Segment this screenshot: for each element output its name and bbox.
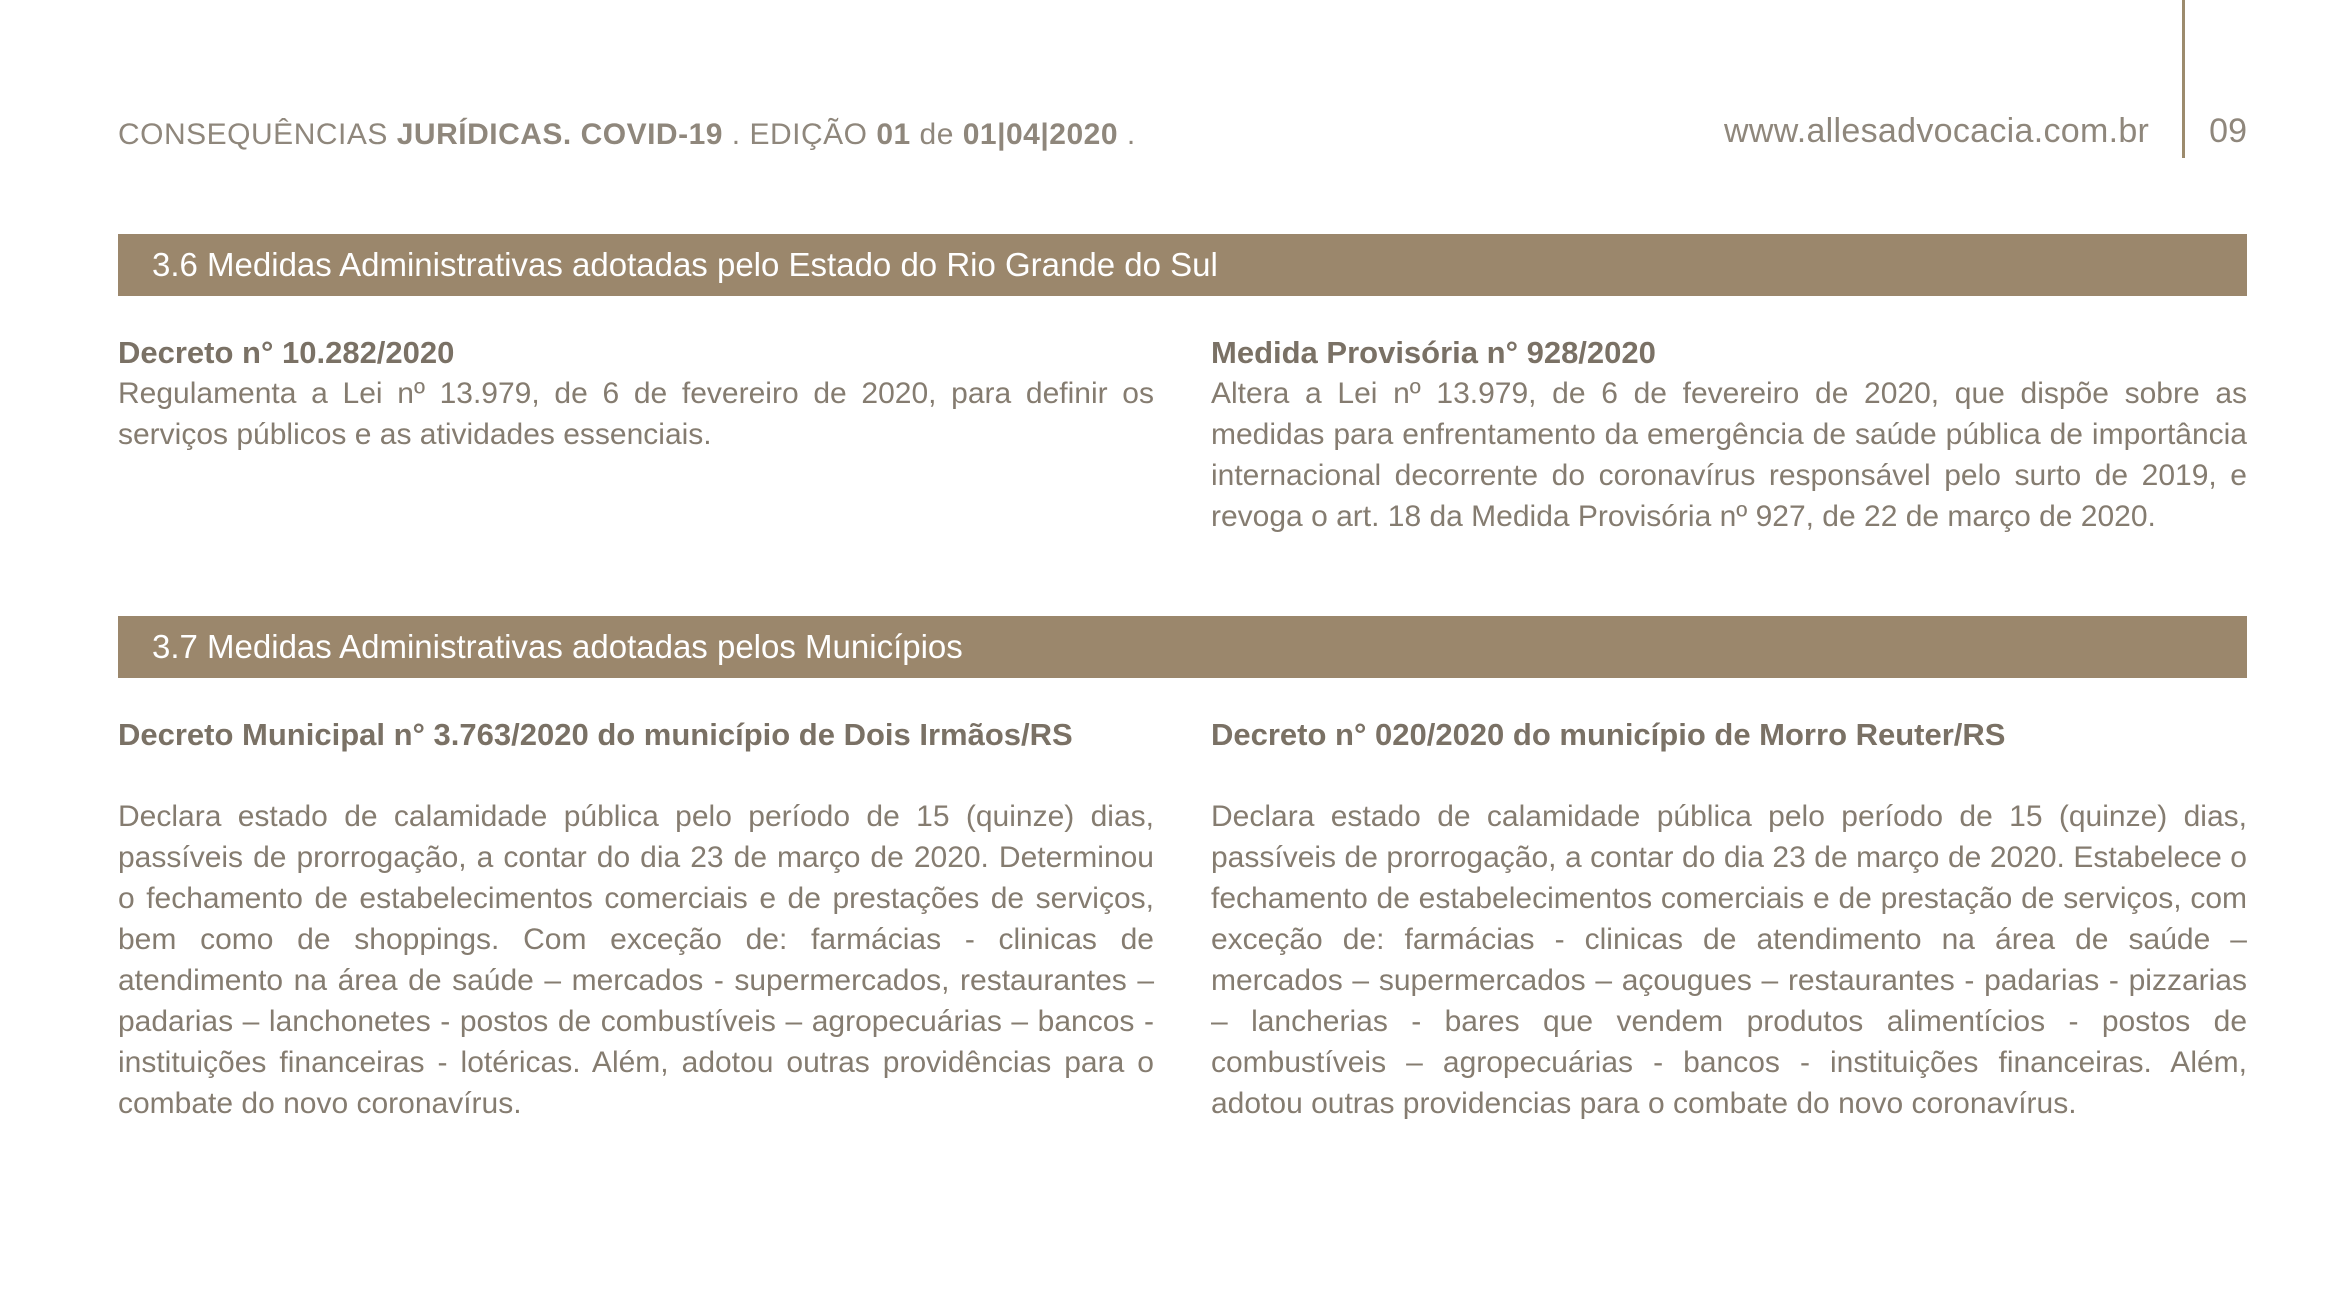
page-header xyxy=(118,112,2247,158)
decree-title: Decreto n° 10.282/2020 xyxy=(118,335,455,370)
section-heading-3-7: 3.7 Medidas Administrativas adotadas pelos Municípios xyxy=(118,616,2247,678)
section-3-6-right-column xyxy=(1211,332,2247,537)
pub-part-6: 01|04|2020 xyxy=(962,118,1118,151)
provisional-measure-title: Medida Provisória n° 928/2020 xyxy=(1211,335,1656,370)
section-heading-3-6: 3.6 Medidas Administrativas adotadas pelo Estado do Rio Grande do Sul xyxy=(118,234,2247,296)
pub-part-3: . EDIÇÃO xyxy=(722,118,877,151)
morro-reuter-decree-body: Declara estado de calamidade pública pelo período de 15 (quinze) dias, passíveis de prorrogação, a contar do dia 23 de março de 2020. Estabelece o fechamento de estabelecimentos comerciais e de prestação de serviços, com exceção de: farmácias - clinicas de atendimento na área de saúde – mercados – supermercados – açougues – restaurantes - padarias - pizzarias – lancherias - bares que vendem produtos alimentícios - postos de combustíveis – agropecuárias - bancos - instituições financeiras. Além, adotou outras providencias para o combate do novo coronavírus. xyxy=(1211,800,2247,1120)
pub-part-2: JURÍDICAS. COVID-19 xyxy=(396,118,723,151)
pub-part-7: . xyxy=(1118,118,1136,151)
section-3-7-right-column xyxy=(1211,714,2247,1124)
pub-part-5: de xyxy=(910,118,963,151)
municipal-decree-body: Declara estado de calamidade pública pelo período de 15 (quinze) dias, passíveis de prorrogação, a contar do dia 23 de março de 2020. Determinou o fechamento de estabelecimentos comerciais e de prestações de serviços, bem como de shoppings. Com exceção de: farmácias - clinicas de atendimento na área de saúde – mercados - supermercados, restaurantes – padarias – lanchonetes - postos de combustíveis – agropecuárias – bancos - instituições financeiras - lotéricas. Além, adotou outras providências para o combate do novo coronavírus. xyxy=(118,800,1154,1120)
header-divider-line xyxy=(2182,0,2185,158)
section-3-6-left-column xyxy=(118,332,1154,455)
page-number: 09 xyxy=(2209,112,2247,150)
provisional-measure-body: Altera a Lei nº 13.979, de 6 de fevereiro de 2020, que dispõe sobre as medidas para enfrentamento da emergência de saúde pública de importância internacional decorrente do coronavírus responsável pelo surto de 2019, e revoga o art. 18 da Medida Provisória nº 927, de 22 de março de 2020. xyxy=(1211,377,2247,533)
section-3-7-left-column xyxy=(118,714,1154,1124)
header-right xyxy=(1724,112,2247,151)
municipal-decree-title: Decreto Municipal n° 3.763/2020 do município de Dois Irmãos/RS xyxy=(118,717,1073,752)
decree-body: Regulamenta a Lei nº 13.979, de 6 de fevereiro de 2020, para definir os serviços públicos e as atividades essenciais. xyxy=(118,377,1154,451)
website-link[interactable]: www.allesadvocacia.com.br xyxy=(1724,112,2150,150)
morro-reuter-decree-title: Decreto n° 020/2020 do município de Morro Reuter/RS xyxy=(1211,717,2006,752)
pub-part-4: 01 xyxy=(876,118,911,151)
pub-part-1: CONSEQUÊNCIAS xyxy=(118,118,397,151)
publication-title xyxy=(118,118,1136,152)
